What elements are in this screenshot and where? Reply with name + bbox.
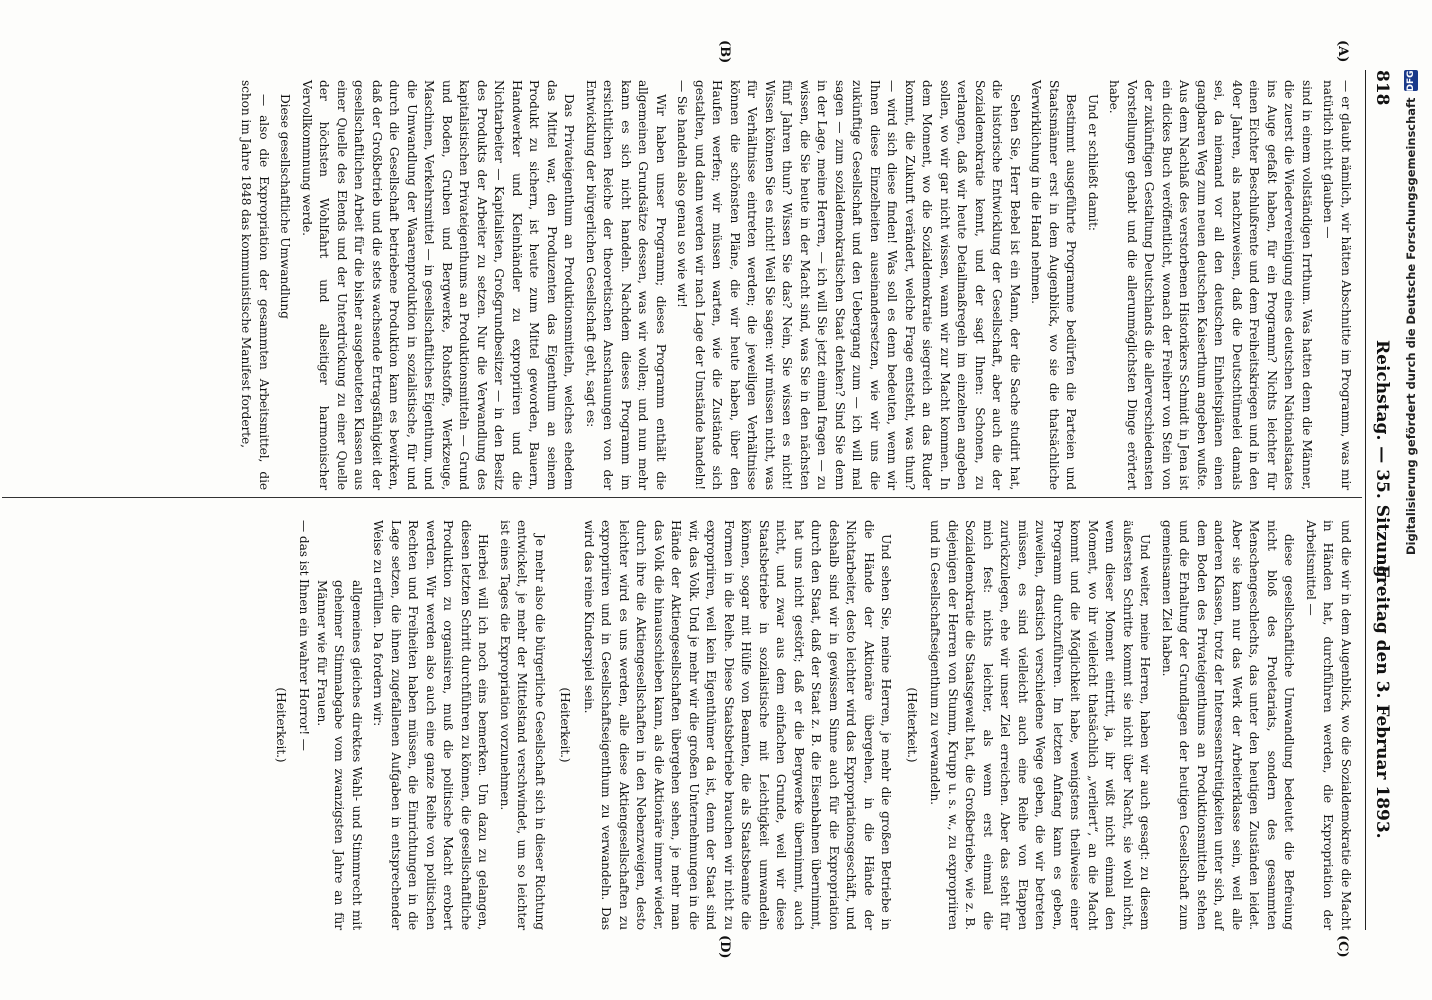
- paragraph: Sehen Sie, Herr Bebel ist ein Mann, der die Sache studirt hat, die historische Entwicklung der Gesellschaft, aber auch die der Sozialdemokratie kennt, und der sagt Ihnen: Schonen, zu verlangen, daß wir heute Detailmaßregeln im einzelnen angeben sollen, wo wir gar nicht wissen, wann wir zur Macht kommen. In dem Moment, wo die Sozialdemokratie siegreich an das Ruder kommt, die Zukunft verändert, welche Frage entsteht, was thun? — wird sich diese finden! Was soll es denn bedeuten, wenn wir Ihnen diese Einzelheiten auseinandersetzen, wie wir uns die zukünftige Gesellschaft und den Uebergang zum — ich will mal sagen — zum sozialdemokratischen Staat denken? Sind Sie denn in der Lage, meine Herren, — ich will Sie jetzt einmal fragen — zu wissen, die Sie heute in der Macht sind, was Sie in den nächsten fünf Jahren thun? Wissen Sie das? Nein, Sie wissen es nicht! Wissen können Sie es nicht! Weil Sie sagen: wir müssen nicht, was für Verhältnisse eintreten werden; die jeweiligen Verhältnisse können die schönsten Pläne, die wir heute haben, über den Haufen werfen; wir müssen warten, wie die Zustände sich gestalten, und dann werden wir nach Lage der Umstände handeln! — Sie handeln also genau so wie wir!: [675, 80, 1022, 490]
- paragraph: Und er schließt damit:: [1086, 94, 1100, 231]
- footer-text: Digitalisierung gefördert durch die Deutsche Forschungsgemeinschaft: [1404, 97, 1418, 555]
- column-divider: [2, 497, 1362, 498]
- margin-marker-d: (D): [717, 935, 732, 959]
- session-title: Reichstag. — 35. Sitzung.: [1372, 340, 1392, 584]
- margin-marker-b: (B): [717, 40, 732, 64]
- stage-direction: (Heiterkeit.): [558, 687, 573, 763]
- paragraph: Und sehen Sie, meine Herren, je mehr die großen Betriebe in die Hände der Aktionäre übergehen, in die Hände der Nichtarbeiter, desto leichter wird das Expropriationsgeschäft, und deshalb sind wir in gewissem Sinne auch für die Expropriation durch den Staat, daß der Staat z. B. die Eisenbahnen übernimmt, hat uns nicht gestört; daß er die Bergwerke übernimmt, auch nicht, und zwar aus dem einfachen Grunde, weil wir diese Staatsbetriebe in sozialistische mit Leichtigkeit umwandeln können, sogar mit Hülfe von Beamten, die als Staatsbeamte die Formen in die Reihe. Diese Staatsbetriebe brauchen wir nicht zu expropriiren, weil kein Eigenthümer da ist, denn der Staat sind wir, das Volk. Und je mehr wir die großen Unternehmungen in die Hände der Aktiengesellschaften übergehen sehen, je mehr man das Volk die hinausschieben kann, als die Aktionäre immer wieder, durch ihre die Aktiengesellschaften in den Nebenzweigen, desto leichter wird es uns werden, alle diese Aktiengesellschaften zu expropriiren und in Gesellschaftseigenthum zu verwandeln. Das wird das reine Kinderspiel sein.: [582, 520, 894, 930]
- paragraph: Diese gesellschaftliche Umwandlung: [278, 94, 293, 319]
- paragraph: — das ist Ihnen ein wahrer Horror! —: [297, 520, 312, 751]
- header-rule: [1365, 70, 1366, 930]
- paragraph: — also die Expropriation der gesammten Arbeitsmittel, die schon im Jahre 1848 das kommunistische Manifest forderte,: [239, 80, 271, 490]
- paragraph: Je mehr also die bürgerliche Gesellschaft sich in dieser Richtung entwickelt, je mehr der Mittelstand verschwindet, um so leichter ist eines Tages die Expropriation vorzunehmen.: [498, 520, 547, 930]
- page-header: [1352, 0, 1392, 1000]
- paragraph: Und weiter, meine Herren, haben wir auch gesagt: zu diesem äußersten Schritte kommt sie nicht über Nacht, sie wohl nicht, wenn dieser Moment eintritt, ja, ihr wißt nicht einmal den Moment, wo ihr vielleicht thatsächlich „verliert“, an die Macht kommt und die Möglichkeit habe, wenigstens theilweise einer Programm durchzuführen. Im letzten Anfang kann es geben, zuweilen, drastisch verschiedene Wege geben, die wir betreten müssen, es sind vielleicht auch eine Reihe von Etappen zurückzulegen, ehe wir unser Ziel erreichen. Aber das steht für mich fest: nichts leichter, als wenn erst einmal die Sozialdemokratie die Staatsgewalt hat, die Großbetriebe, wie z. B. diejenigen der Herren von Stumm, Krupp u. s. w., zu expropriiren und in Gesellschaftseigenthum zu verwandeln.: [928, 520, 1153, 930]
- session-date: Freitag den 3. Februar 1893.: [1372, 565, 1392, 839]
- stage-direction: (Heiterkeit.): [905, 687, 919, 763]
- right-column: [264, 520, 1355, 930]
- left-column: [233, 80, 1354, 490]
- paragraph: Wir haben unser Programm; dieses Programm enthält die allgemeinen Grundsätze dessen, was wir wollen; und nun mehr kann es sich nicht handeln. Nachdem dieses Programm im ersichtlichen Reiche der theoretischen Anschauungen von der Entwicklung der bürgerlichen Gesellschaft geht, sagt es:: [584, 80, 668, 490]
- paragraph: Hierbei will ich noch eins bemerken. Um dazu zu gelangen, diesen letzten Schritt durchführen zu können, die gesellschaftliche Produktion zu organisiren, muß die politische Macht erobert werden. Wir werden also auch eine ganze Reihe von politischen Rechten und Freiheiten haben müssen, die Einrichtungen in die Lage setzen, die ihnen zugefallenen Aufgaben in entsprechender Weise zu erfüllen. Da fordern wir:: [371, 520, 491, 930]
- quotation: Bestimmt ausgeführte Programme bedürfen die Parteien und Staatsmänner erst in dem Augenblick, wo sie die thatsächliche Verwirklichung in die Hand nehmen.: [1029, 80, 1079, 490]
- stage-direction: (Heiterkeit.): [274, 687, 288, 763]
- quotation: allgemeines gleiches direktes Wahl- und Stimmrecht mit geheimer Stimmabgabe vom zwanzigsten Jahre an für Männer wie für Frauen.: [315, 580, 364, 930]
- margin-marker-a: (A): [1335, 40, 1350, 63]
- paragraph: — er glaubt nämlich, wir hätten Abschnitte im Programm, was mir natürlich nicht glauben —: [1321, 80, 1353, 490]
- quotation: Das Privateigenthum an Produktionsmitteln, welches ehedem das Mittel war, den Produzenten das Eigenthum an seinem Produkt zu sichern, ist heute zum Mittel geworden, Bauern, Handwerker und Kleinhändler zu expropriiren und die Nichtarbeiter — Kapitalisten, Großgrundbesitzer — in den Besitz des Produkts der Arbeiter zu setzen. Nur die Verwandlung des kapitalistischen Privateigenthums an Produktionsmitteln — Grund und Boden, Gruben und Bergwerke, Rohstoffe, Werkzeuge, Maschinen, Verkehrsmittel — in gesellschaftliches Eigenthum, und die Umwandlung der Waarenproduktion in sozialistische, für und durch die Gesellschaft betriebene Produktion kann es bewirken, daß der Großbetrieb und die stets wachsende Ertragsfähigkeit der gesellschaftlichen Arbeit für die bisher ausgebeuteten Klassen aus einer Quelle des Elends und der Unterdrückung zu einer Quelle der höchsten Wohlfahrt und allseitiger harmonischer Vervollkommnung werde.: [300, 80, 577, 490]
- paragraph: sind in einem vollständigen Irrthum. Was hatten denn die Männer, die zuerst die Wiedervereinigung eines deutschen Nationalstaates ins Auge gefaßt haben, für ein Programm? Nichts leichter für einen Eichter Beschlußrente und dem Freiheitskriegen und in den 40er Jahren, als nachzuweisen, daß die Deutschtümelei damals sei, da niemand vor all den deutschen Einheitsplänen einen gangbaren Weg zum neuen deutschen Kaiserthum angeben wußte. Aus dem Nachlaß des verstorbenen Historikers Schmidt in Jena ist ein dickes Buch veröffentlicht, wonach der Freiherr von Stein von der zukünftigen Gestaltung Deutschlands die allerverschiedensten Vorstellungen gehabt und die allerunmöglichsten Dinge erörtert habe.: [1107, 80, 1314, 490]
- page-number: 818: [1372, 70, 1392, 106]
- margin-marker-c: (C): [1335, 935, 1350, 958]
- digitization-footer: [1404, 70, 1418, 555]
- paragraph: und die wir in dem Augenblick, wo die Sozialdemokratie die Macht in Händen hat, durchführen werden, die Expropriation der Arbeitsmittel —: [1304, 520, 1353, 930]
- dfg-logo-icon: DFG: [1406, 70, 1416, 92]
- quotation: diese gesellschaftliche Umwandlung bedeutet die Befreiung nicht bloß des Proletariats, sondern des gesammten Menschengeschlechts, das unter den heutigen Zuständen leidet. Aber sie kann nur das Werk der Arbeiterklasse sein, weil alle anderen Klassen, trotz der Interessenstreitigkeiten unter sich, auf dem Boden des Privateigenthums an Produktionsmitteln stehen und die Erhaltung der Grundlagen der heutigen Gesellschaft zum gemeinsamen Ziel haben.: [1160, 520, 1297, 930]
